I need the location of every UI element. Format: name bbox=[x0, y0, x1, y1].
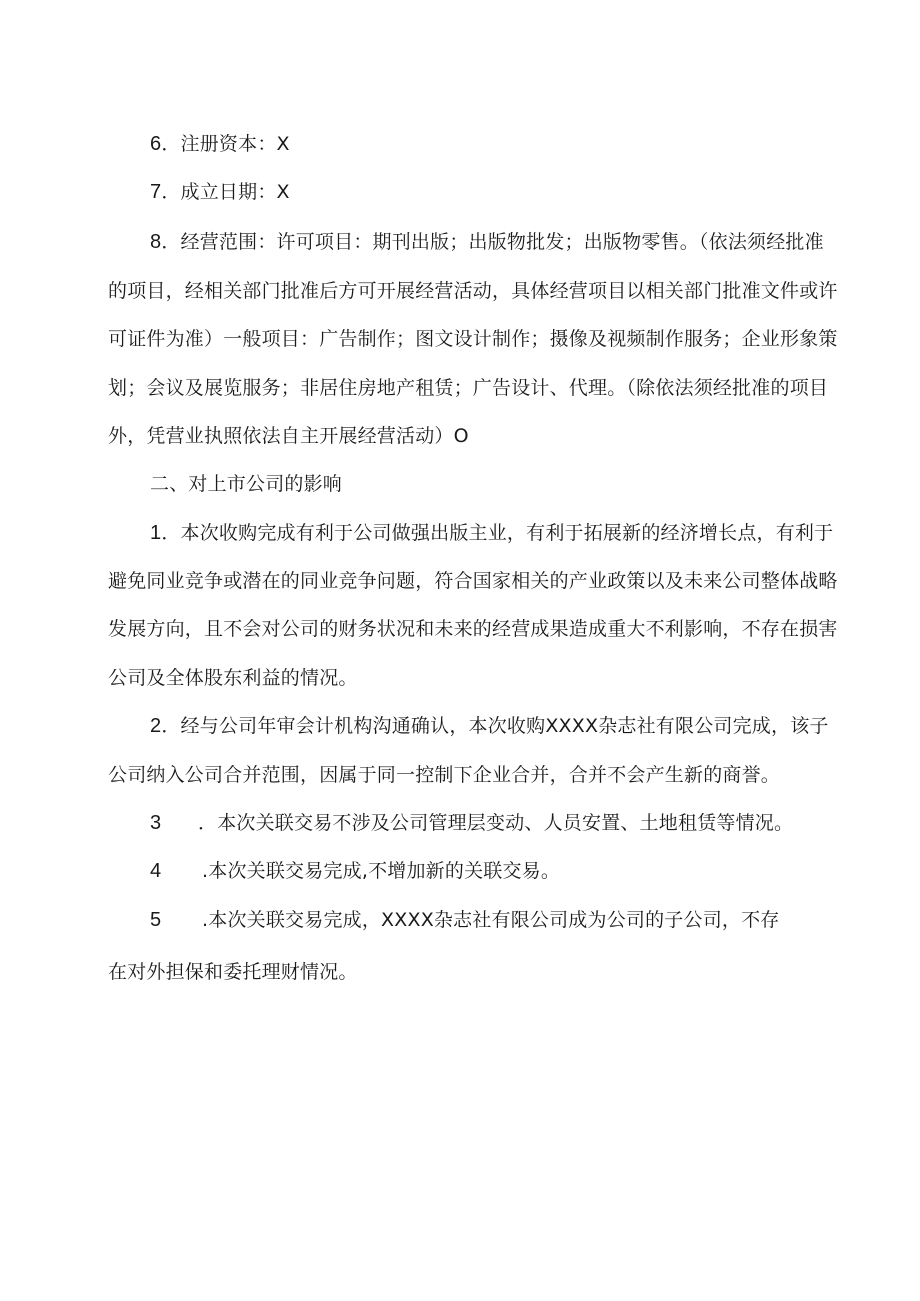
item-4 bbox=[150, 859, 560, 883]
item-7 bbox=[150, 180, 290, 204]
item-number: 6 bbox=[150, 133, 162, 155]
paragraph-line: 外，凭营业执照依法自主开展经营活动）O bbox=[108, 425, 469, 447]
item-3 bbox=[150, 811, 793, 835]
item-number: 1 bbox=[150, 522, 162, 544]
paragraph-line: 避免同业竞争或潜在的同业竞争问题，符合国家相关的产业政策以及未来公司整体战略 bbox=[108, 570, 838, 592]
item-text: .本次关联交易完成,不增加新的关联交易。 bbox=[202, 860, 561, 882]
item-text: ．经营范围：许可项目：期刊出版；出版物批发；出版物零售。（依法须经批准 bbox=[161, 231, 824, 253]
paragraph-line: 公司及全体股东利益的情况。 bbox=[108, 667, 358, 689]
item-number: 3 bbox=[150, 812, 162, 834]
item-number: 8 bbox=[150, 231, 162, 253]
paragraph-line: 在对外担保和委托理财情况。 bbox=[108, 961, 358, 983]
paragraph-line: 可证件为准）一般项目：广告制作；图文设计制作；摄像及视频制作服务；企业形象策 bbox=[108, 328, 838, 350]
paragraph-line: 划；会议及展览服务；非居住房地产租赁；广告设计、代理。（除依法须经批准的项目 bbox=[108, 377, 829, 399]
item-text: ．成立日期：X bbox=[161, 181, 290, 203]
item-text: ．本次关联交易不涉及公司管理层变动、人员安置、土地租赁等情况。 bbox=[198, 812, 794, 834]
item-8 bbox=[150, 230, 824, 254]
paragraph-line: 发展方向，且不会对公司的财务状况和未来的经营成果造成重大不利影响，不存在损害 bbox=[108, 618, 838, 640]
paragraph-line: 公司纳入公司合并范围，因属于同一控制下企业合并，合并不会产生新的商誉。 bbox=[108, 764, 781, 786]
item-number: 5 bbox=[150, 909, 162, 931]
item-number: 2 bbox=[150, 715, 162, 737]
item-text: ．本次收购完成有利于公司做强出版主业，有利于拓展新的经济增长点，有利于 bbox=[161, 522, 834, 544]
item-text: ．注册资本：X bbox=[161, 133, 290, 155]
item-number: 7 bbox=[150, 181, 162, 203]
item-5 bbox=[150, 908, 780, 932]
item-1 bbox=[150, 521, 833, 545]
item-2 bbox=[150, 714, 829, 738]
item-text: .本次关联交易完成，XXXX杂志社有限公司成为公司的子公司，不存 bbox=[202, 909, 780, 931]
section-heading: 二、对上市公司的影响 bbox=[150, 473, 343, 495]
paragraph-line: 的项目，经相关部门批准后方可开展经营活动，具体经营项目以相关部门批准文件或许 bbox=[108, 280, 838, 302]
item-text: ．经与公司年审会计机构沟通确认，本次收购XXXX杂志社有限公司完成，该子 bbox=[161, 715, 829, 737]
item-number: 4 bbox=[150, 860, 162, 882]
item-6 bbox=[150, 132, 290, 156]
